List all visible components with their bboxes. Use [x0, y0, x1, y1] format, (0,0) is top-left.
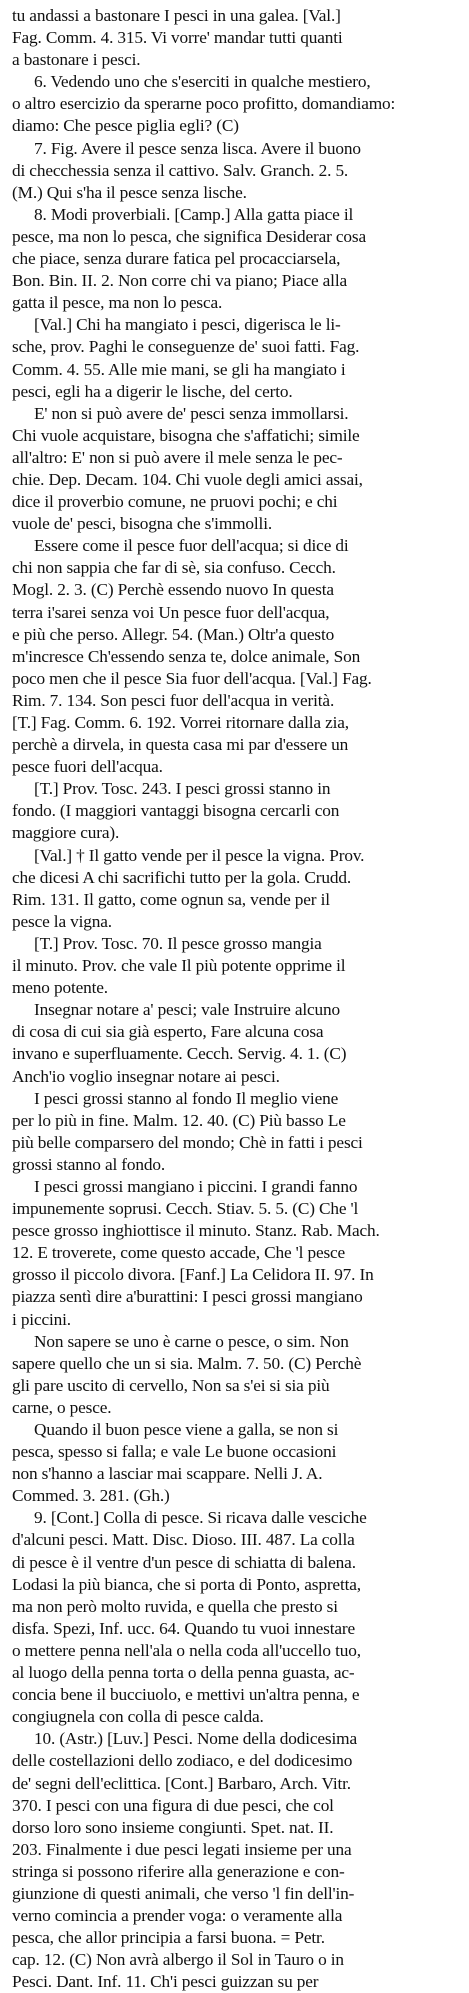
text-line: tu andassi a bastonare I pesci in una galea. [Val.] — [12, 6, 341, 25]
text-line: di checchessia senza il cattivo. Salv. Granch. 2. 5. — [12, 160, 349, 180]
text-line: ma non però molto ruvida, e quella che presto si — [12, 1596, 338, 1616]
text-line: m'incresce Ch'essendo senza te, dolce animale, Son — [12, 646, 361, 666]
text-line: [T.] Prov. Tosc. 243. I pesci grossi stanno in — [34, 779, 331, 799]
text-line: Rim. 7. 134. Son pesci fuor dell'acqua in verità. — [12, 690, 335, 710]
text-line: carne, o pesce. — [12, 1397, 112, 1417]
text-line: non s'hanno a lasciar mai scappare. Nelli J. A. — [12, 1464, 323, 1484]
text-line: invano e superfluamente. Cecch. Servig. 4. 1. (C) — [12, 1044, 347, 1064]
text-line: sche, prov. Paghi le conseguenze de' suoi fatti. Fag. — [12, 337, 360, 357]
text-line: verno comincia a prender voga: o veramente alla — [12, 1906, 343, 1926]
text-line: [Val.] Chi ha mangiato i pesci, digerisca le li- — [34, 315, 341, 335]
text-line: che dicesi A chi sacrifichi tutto per la gola. Crudd. — [12, 867, 352, 887]
text-line: piazza sentì dire a'burattini: I pesci grossi mangiano — [12, 1287, 363, 1307]
text-line: 9. [Cont.] Colla di pesce. Si ricava dalle vesciche — [34, 1508, 367, 1528]
text-line: 370. I pesci con una figura di due pesci, che col — [12, 1795, 334, 1815]
text-line: Insegnar notare a' pesci; vale Instruire alcuno — [34, 1000, 341, 1020]
text-line: Fag. Comm. 4. 315. Vi vorre' mandar tutti quanti — [12, 28, 343, 48]
text-line: per lo più in fine. Malm. 12. 40. (C) Più basso Le — [12, 1110, 346, 1130]
text-line: 12. E troverete, come questo accade, Che 'l pesce — [12, 1243, 346, 1263]
text-line: concia bene il bucciuolo, e mettivi un'altra penna, e — [12, 1685, 360, 1705]
text-line: Essere come il pesce fuor dell'acqua; si dice di — [34, 536, 349, 556]
text-line: 6. Vedendo uno che s'eserciti in qualche mestiero, — [34, 72, 371, 92]
text-line: pesci, egli ha a digerir le lische, del certo. — [12, 381, 293, 401]
text-line: perchè a dirvela, in questa casa mi par d'essere un — [12, 735, 349, 755]
text-line: de' segni dell'eclittica. [Cont.] Barbaro, Arch. Vitr. — [12, 1773, 351, 1793]
text-line: all'altro: E' non si può avere il mele senza le pec- — [12, 447, 343, 467]
text-line: Comm. 4. 55. Alle mie mani, se gli ha mangiato i — [12, 359, 346, 379]
text-line: vuole de' pesci, bisogna che s'immolli. — [12, 514, 273, 534]
text-line: meno potente. — [12, 978, 108, 998]
text-line: E' non si può avere de' pesci senza immollarsi. — [34, 403, 349, 423]
text-line: I pesci grossi stanno al fondo Il meglio viene — [34, 1088, 339, 1108]
text-line: diamo: Che pesce piglia egli? (C) — [12, 116, 239, 136]
text-line: chi non sappia che far di sè, sia confuso. Cecch. — [12, 558, 336, 578]
text-line: [T.] Fag. Comm. 6. 192. Vorrei ritornare dalla zia, — [12, 713, 349, 732]
text-line: Quando il buon pesce viene a galla, se non si — [34, 1420, 339, 1439]
text-line: Anch'io voglio insegnar notare ai pesci. — [12, 1066, 280, 1086]
text-line: 7. Fig. Avere il pesce senza lisca. Avere il buono — [34, 138, 361, 158]
text-line: Commed. 3. 281. (Gh.) — [12, 1486, 170, 1506]
text-line: dorso loro sono insieme congiunti. Spet. nat. II. — [12, 1817, 334, 1837]
text-line: dice il proverbio comune, ne pruovi pochi; e chi — [12, 492, 338, 512]
text-line: fondo. (I maggiori vantaggi bisogna cercarli con — [12, 801, 340, 821]
text-line: che piace, senza durare fatica pel procacciarsela, — [12, 249, 341, 269]
text-line: più belle comparsero del mondo; Chè in fatti i pesci — [12, 1132, 363, 1152]
text-line: terra i'sarei senza voi Un pesce fuor dell'acqua, — [12, 602, 330, 622]
text-line: Mogl. 2. 3. (C) Perchè essendo nuovo In questa — [12, 580, 334, 600]
text-line: maggiore cura). — [12, 823, 120, 843]
text-line: o altro esercizio da sperarne poco profitto, domandiamo: — [12, 94, 396, 114]
text-line: Bon. Bin. II. 2. Non corre chi va piano; Piace alla — [12, 271, 347, 291]
text-line: o mettere penna nell'ala o nella coda all'uccello tuo, — [12, 1640, 361, 1660]
text-line: Chi vuole acquistare, bisogna che s'affatichi; simile — [12, 425, 360, 445]
text-line: giunzione di questi animali, che verso 'l fin dell'in- — [12, 1883, 355, 1903]
text-line: pesce grosso inghiottisce il minuto. Stanz. Rab. Mach. — [12, 1221, 380, 1241]
text-line: [T.] Prov. Tosc. 70. Il pesce grosso mangia — [34, 933, 322, 953]
text-line: pesca, spesso si falla; e vale Le buone occasioni — [12, 1442, 337, 1462]
text-line: 10. (Astr.) [Luv.] Pesci. Nome della dodicesima — [34, 1729, 357, 1749]
text-line: grosso il piccolo divora. [Fanf.] La Celidora II. 97. In — [12, 1265, 374, 1285]
text-line: d'alcuni pesci. Matt. Disc. Dioso. III. 487. La colla — [12, 1530, 355, 1550]
text-line: delle costellazioni dello zodiaco, e del dodicesimo — [12, 1751, 353, 1771]
text-line: disfa. Spezi, Inf. ucc. 64. Quando tu vuoi innestare — [12, 1618, 356, 1638]
text-line: Lodasi la più bianca, che si porta di Ponto, aspretta, — [12, 1574, 361, 1594]
text-line: sapere quello che un si sia. Malm. 7. 50. (C) Perchè — [12, 1353, 362, 1373]
text-line: I pesci grossi mangiano i piccini. I grandi fanno — [34, 1176, 358, 1196]
text-line: Pesci. Dant. Inf. 11. Ch'i pesci guizzan su per — [12, 1972, 319, 1992]
text-line: il minuto. Prov. che vale Il più potente opprime il — [12, 956, 346, 976]
text-line: a bastonare i pesci. — [12, 50, 141, 70]
text-line: pesca, che allor principia a farsi buona. = Petr. — [12, 1928, 325, 1948]
text-line: grossi stanno al fondo. — [12, 1154, 166, 1174]
text-line: (M.) Qui s'ha il pesce senza lische. — [12, 182, 247, 202]
text-line: Non sapere se uno è carne o pesce, o sim. Non — [34, 1331, 349, 1351]
text-line: impunemente soprusi. Cecch. Stiav. 5. 5. (C) Che 'l — [12, 1199, 359, 1219]
text-line: gli pare uscito di cervello, Non sa s'ei si sia più — [12, 1375, 330, 1395]
text-line: e più che perso. Allegr. 54. (Man.) Oltr'a questo — [12, 624, 335, 644]
text-line: cap. 12. (C) Non avrà albergo il Sol in Tauro o in — [12, 1950, 344, 1970]
text-line: i piccini. — [12, 1309, 71, 1329]
text-line: [Val.] † Il gatto vende per il pesce la vigna. Prov. — [34, 845, 365, 865]
text-line: Rim. 131. Il gatto, come ognun sa, vende per il — [12, 889, 330, 909]
text-line: 8. Modi proverbiali. [Camp.] Alla gatta piace il — [34, 204, 354, 224]
text-line: al luogo della penna torta o della penna guasta, ac- — [12, 1663, 355, 1683]
text-line: di cosa di cui sia già esperto, Fare alcuna cosa — [12, 1022, 324, 1042]
text-line: pesce, ma non lo pesca, che significa Desiderar cosa — [12, 226, 366, 246]
text-line: 203. Finalmente i due pesci legati insieme per una — [12, 1839, 352, 1859]
text-line: stringa si possono riferire alla generazione e con- — [12, 1861, 345, 1881]
text-line: di pesce è il ventre d'un pesce di schiatta di balena. — [12, 1552, 356, 1572]
text-line: pesce fuori dell'acqua. — [12, 757, 163, 777]
text-line: congiugnela con colla di pesce calda. — [12, 1707, 264, 1727]
text-line: pesce la vigna. — [12, 911, 112, 931]
text-line: chie. Dep. Decam. 104. Chi vuole degli amici assai, — [12, 469, 363, 489]
text-line: poco men che il pesce Sia fuor dell'acqua. [Val.] Fag. — [12, 668, 372, 688]
text-line: gatta il pesce, ma non lo pesca. — [12, 293, 223, 313]
